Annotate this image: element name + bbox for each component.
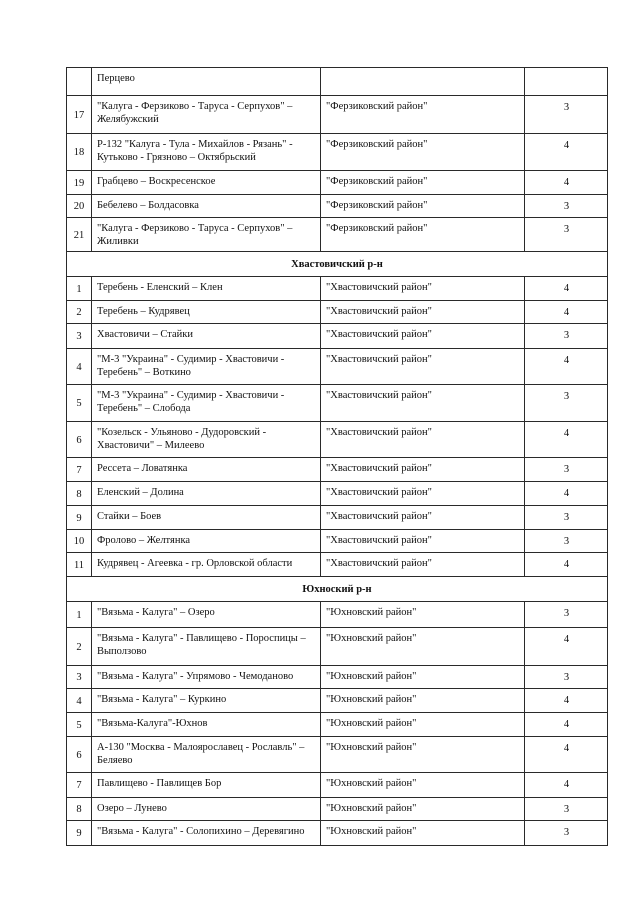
road-name-cell: "Вязьма - Калуга" – Куркино	[92, 689, 321, 713]
district-cell: "Хвастовичский район"	[321, 506, 525, 530]
category-cell: 4	[525, 773, 608, 798]
district-cell: "Юхновский район"	[321, 798, 525, 821]
row-number-cell: 8	[67, 482, 92, 506]
section-title: Хвастовичский р-н	[67, 252, 608, 277]
category-cell: 3	[525, 798, 608, 821]
row-number-cell: 8	[67, 798, 92, 821]
road-name-cell: "Козельск - Ульяново - Дудоровский - Хвастовичи" – Милеево	[92, 422, 321, 458]
table-row	[67, 506, 608, 530]
table-row	[67, 482, 608, 506]
road-name-cell: Грабцево – Воскресенское	[92, 171, 321, 195]
road-name-cell: "Вязьма-Калуга"-Юхнов	[92, 713, 321, 737]
row-number-cell: 6	[67, 737, 92, 773]
road-name-cell: Рессета – Ловатянка	[92, 458, 321, 482]
road-list-body	[67, 68, 608, 846]
row-number-cell: 4	[67, 689, 92, 713]
road-name-cell: "Калуга - Ферзиково - Таруса - Серпухов" – Желябужский	[92, 96, 321, 134]
row-number-cell: 9	[67, 821, 92, 846]
table-row	[67, 385, 608, 422]
district-cell: "Хвастовичский район"	[321, 301, 525, 324]
row-number-cell	[67, 68, 92, 96]
road-name-cell: А-130 "Москва - Малоярославец - Рославль" – Беляево	[92, 737, 321, 773]
table-row	[67, 324, 608, 349]
category-cell: 4	[525, 553, 608, 577]
category-cell: 3	[525, 324, 608, 349]
row-number-cell: 18	[67, 134, 92, 171]
category-cell: 3	[525, 821, 608, 846]
category-cell: 4	[525, 171, 608, 195]
category-cell: 4	[525, 301, 608, 324]
row-number-cell: 2	[67, 301, 92, 324]
category-cell: 3	[525, 195, 608, 218]
district-cell: "Ферзиковский район"	[321, 218, 525, 252]
road-name-cell: "Вязьма - Калуга" - Солопихино – Деревягино	[92, 821, 321, 846]
category-cell: 4	[525, 713, 608, 737]
row-number-cell: 1	[67, 277, 92, 301]
category-cell: 3	[525, 666, 608, 689]
road-name-cell: Р-132 "Калуга - Тула - Михайлов - Рязань" - Кутьково - Грязново – Октябрьский	[92, 134, 321, 171]
category-cell: 4	[525, 737, 608, 773]
district-cell: "Хвастовичский район"	[321, 553, 525, 577]
category-cell	[525, 68, 608, 96]
category-cell: 4	[525, 689, 608, 713]
category-cell: 3	[525, 530, 608, 553]
road-name-cell: Хвастовичи – Стайки	[92, 324, 321, 349]
road-name-cell: Теребень - Еленский – Клен	[92, 277, 321, 301]
district-cell: "Хвастовичский район"	[321, 277, 525, 301]
district-cell: "Хвастовичский район"	[321, 482, 525, 506]
row-number-cell: 19	[67, 171, 92, 195]
section-header-row	[67, 577, 608, 602]
row-number-cell: 20	[67, 195, 92, 218]
row-number-cell: 5	[67, 385, 92, 422]
district-cell: "Хвастовичский район"	[321, 422, 525, 458]
road-name-cell: "Вязьма - Калуга" – Озеро	[92, 602, 321, 628]
district-cell: "Юхновский район"	[321, 713, 525, 737]
district-cell: "Юхновский район"	[321, 773, 525, 798]
category-cell: 3	[525, 506, 608, 530]
row-number-cell: 11	[67, 553, 92, 577]
row-number-cell: 10	[67, 530, 92, 553]
table-row	[67, 422, 608, 458]
row-number-cell: 7	[67, 773, 92, 798]
district-cell: "Юхновский район"	[321, 737, 525, 773]
table-row	[67, 530, 608, 553]
table-row	[67, 773, 608, 798]
district-cell: "Хвастовичский район"	[321, 458, 525, 482]
table-row	[67, 458, 608, 482]
road-name-cell: Перцево	[92, 68, 321, 96]
road-name-cell: Кудрявец - Агеевка - гр. Орловской области	[92, 553, 321, 577]
road-name-cell: Еленский – Долина	[92, 482, 321, 506]
row-number-cell: 4	[67, 349, 92, 385]
table-row	[67, 666, 608, 689]
category-cell: 3	[525, 385, 608, 422]
district-cell: "Хвастовичский район"	[321, 385, 525, 422]
row-number-cell: 1	[67, 602, 92, 628]
section-header-row	[67, 252, 608, 277]
table-row	[67, 277, 608, 301]
category-cell: 3	[525, 458, 608, 482]
table-row	[67, 134, 608, 171]
table-row	[67, 821, 608, 846]
road-name-cell: Стайки – Боев	[92, 506, 321, 530]
road-name-cell: "Вязьма - Калуга" - Упрямово - Чемоданово	[92, 666, 321, 689]
category-cell: 4	[525, 277, 608, 301]
district-cell: "Хвастовичский район"	[321, 530, 525, 553]
table-row	[67, 349, 608, 385]
district-cell: "Юхновский район"	[321, 628, 525, 666]
district-cell: "Юхновский район"	[321, 689, 525, 713]
road-name-cell: Теребень – Кудрявец	[92, 301, 321, 324]
row-number-cell: 21	[67, 218, 92, 252]
table-row	[67, 713, 608, 737]
table-row	[67, 628, 608, 666]
table-row	[67, 602, 608, 628]
category-cell: 4	[525, 349, 608, 385]
row-number-cell: 2	[67, 628, 92, 666]
row-number-cell: 9	[67, 506, 92, 530]
category-cell: 4	[525, 134, 608, 171]
table-row	[67, 218, 608, 252]
table-row	[67, 195, 608, 218]
row-number-cell: 6	[67, 422, 92, 458]
district-cell: "Юхновский район"	[321, 602, 525, 628]
district-cell: "Юхновский район"	[321, 821, 525, 846]
row-number-cell: 3	[67, 666, 92, 689]
row-number-cell: 5	[67, 713, 92, 737]
table-row	[67, 553, 608, 577]
road-name-cell: "М-3 "Украина" - Судимир - Хвастовичи - Теребень" – Слобода	[92, 385, 321, 422]
road-name-cell: Фролово – Желтянка	[92, 530, 321, 553]
road-name-cell: "М-3 "Украина" - Судимир - Хвастовичи - Теребень" – Воткино	[92, 349, 321, 385]
district-cell: "Хвастовичский район"	[321, 349, 525, 385]
district-cell: "Хвастовичский район"	[321, 324, 525, 349]
category-cell: 4	[525, 628, 608, 666]
table-row	[67, 171, 608, 195]
section-title: Юхноский р-н	[67, 577, 608, 602]
table-row	[67, 96, 608, 134]
table-row	[67, 737, 608, 773]
table-row-continuation	[67, 68, 608, 96]
category-cell: 4	[525, 422, 608, 458]
district-cell: "Ферзиковский район"	[321, 171, 525, 195]
road-name-cell: Бебелево – Болдасовка	[92, 195, 321, 218]
category-cell: 4	[525, 482, 608, 506]
district-cell: "Ферзиковский район"	[321, 195, 525, 218]
category-cell: 3	[525, 602, 608, 628]
district-cell: "Ферзиковский район"	[321, 134, 525, 171]
district-cell: "Ферзиковский район"	[321, 96, 525, 134]
road-name-cell: Павлищево - Павлищев Бор	[92, 773, 321, 798]
category-cell: 3	[525, 218, 608, 252]
district-cell: "Юхновский район"	[321, 666, 525, 689]
category-cell: 3	[525, 96, 608, 134]
road-name-cell: "Калуга - Ферзиково - Таруса - Серпухов" – Жиливки	[92, 218, 321, 252]
road-name-cell: "Вязьма - Калуга" - Павлищево - Пороспицы – Выползово	[92, 628, 321, 666]
row-number-cell: 7	[67, 458, 92, 482]
row-number-cell: 17	[67, 96, 92, 134]
table-row	[67, 301, 608, 324]
road-name-cell: Озеро – Лунево	[92, 798, 321, 821]
table-row	[67, 689, 608, 713]
district-cell	[321, 68, 525, 96]
road-list-table	[66, 67, 608, 846]
table-row	[67, 798, 608, 821]
row-number-cell: 3	[67, 324, 92, 349]
